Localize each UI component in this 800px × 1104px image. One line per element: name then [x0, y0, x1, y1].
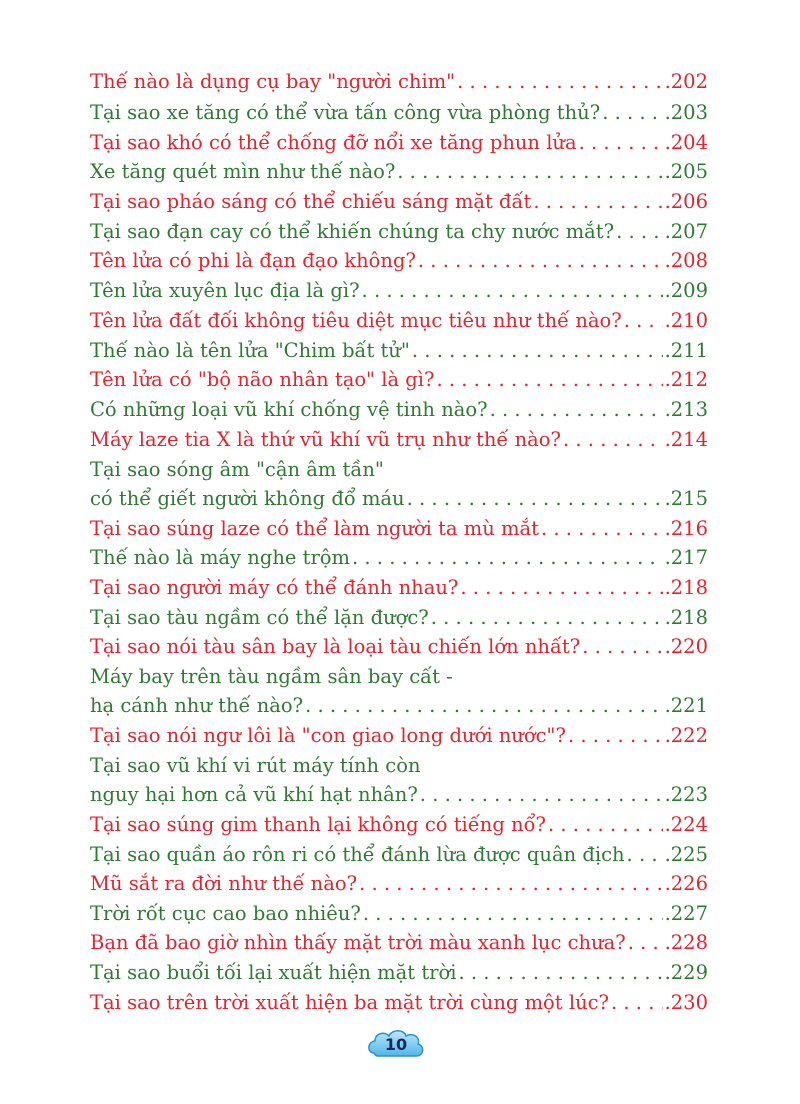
dot-leader	[352, 543, 663, 573]
toc-entry-page: .202	[664, 70, 708, 93]
toc-entry	[90, 632, 708, 662]
toc-entry-page: .212	[664, 368, 708, 391]
toc-entry	[90, 306, 708, 336]
toc-entry-page: .211	[664, 339, 708, 362]
toc-entry	[90, 840, 708, 870]
dot-leader	[568, 721, 663, 751]
toc-entry	[90, 246, 708, 276]
toc-entry-title: Tên lửa đất đối không tiêu diệt mục tiêu như thế nào?	[90, 309, 622, 332]
toc-entry	[90, 98, 708, 128]
page-number-badge	[366, 1027, 426, 1063]
toc-entry	[90, 217, 708, 247]
toc-entry	[90, 899, 708, 929]
toc-entry-title: Tại sao pháo sáng có thể chiếu sáng mặt đất	[90, 190, 532, 213]
toc-entry-page: .205	[664, 160, 708, 183]
toc-entry	[90, 514, 708, 544]
toc-entry	[90, 484, 708, 514]
toc-entry-title: Tại sao súng laze có thể làm người ta mù mắt	[90, 517, 539, 540]
dot-leader	[397, 157, 662, 187]
toc-entry	[90, 425, 708, 455]
toc-entry-title: Tại sao nói tàu sân bay là loại tàu chiến lớn nhất?	[90, 635, 581, 658]
dot-leader	[533, 187, 662, 217]
toc-entry-title: Tại sao súng gim thanh lại không có tiếng nổ?	[90, 813, 546, 836]
dot-leader	[305, 691, 662, 721]
toc-entry-title: Mũ sắt ra đời như thế nào?	[90, 872, 358, 895]
toc-entry	[90, 67, 708, 97]
page-number: 10	[384, 1035, 408, 1054]
toc-entry-page: .223	[664, 783, 708, 806]
toc-entry-title: Tại sao quần áo rôn ri có thể đánh lừa được quân địch	[90, 843, 625, 866]
toc-entry-page: .226	[664, 872, 708, 895]
toc-entry-page: .218	[664, 606, 708, 629]
toc-entry-title: Tên lửa có "bộ não nhân tạo" là gì?	[90, 368, 435, 391]
dot-leader	[407, 484, 663, 514]
toc-entry-page: .216	[664, 517, 708, 540]
toc-entry	[90, 780, 708, 810]
dot-leader	[541, 514, 663, 544]
toc-entry-page: .204	[664, 131, 708, 154]
toc-entry-title: Tại sao khó có thể chống đỡ nổi xe tăng phun lửa	[90, 131, 577, 154]
toc-entry-page: .215	[664, 487, 708, 510]
toc-entry-title: Tại sao nói ngư lôi là "con giao long dưới nước"?	[90, 724, 566, 747]
toc-entry-title: Máy bay trên tàu ngầm sân bay cất -	[90, 665, 453, 688]
toc-entry-page: .213	[664, 398, 708, 421]
toc-entry-title: Tại sao người máy có thể đánh nhau?	[90, 576, 459, 599]
toc-entry	[90, 603, 708, 633]
toc-entry-title: Tại sao vũ khí vi rút máy tính còn	[90, 754, 421, 777]
dot-leader	[628, 928, 663, 958]
toc-entry	[90, 365, 708, 395]
toc-entry-page: .225	[664, 843, 708, 866]
toc-entry-page: .218	[664, 576, 708, 599]
toc-entry-page: .230	[664, 991, 708, 1014]
toc-entry	[90, 128, 708, 158]
dot-leader	[436, 365, 662, 395]
toc-entry	[90, 662, 708, 692]
toc-entry	[90, 958, 708, 988]
toc-entry-title: Tại sao tàu ngầm có thể lặn được?	[90, 606, 429, 629]
toc-entry-title: Máy laze tia X là thứ vũ khí vũ trụ như thế nào?	[90, 428, 561, 451]
toc-entry-title: Có những loại vũ khí chống vệ tinh nào?	[90, 398, 488, 421]
dot-leader	[431, 603, 663, 633]
toc-entry-page: .207	[664, 220, 708, 243]
toc-entry-title: Tại sao đạn cay có thể khiến chúng ta chy nước mắt?	[90, 220, 615, 243]
toc-entry-title: nguy hại hơn cả vũ khí hạt nhân?	[90, 783, 418, 806]
toc-entry-title: Tại sao sóng âm "cận âm tần"	[90, 458, 384, 481]
dot-leader	[616, 217, 662, 247]
dot-leader	[624, 306, 663, 336]
toc-entry	[90, 157, 708, 187]
toc-entry-title: Xe tăng quét mìn như thế nào?	[90, 160, 396, 183]
toc-entry-page: .224	[664, 813, 708, 836]
toc-entry	[90, 928, 708, 958]
toc-entry-page: .206	[664, 190, 708, 213]
dot-leader	[460, 573, 662, 603]
toc-entry-page: .214	[664, 428, 708, 451]
toc-entry-title: Tại sao trên trời xuất hiện ba mặt trời cùng một lúc?	[90, 991, 610, 1014]
dot-leader	[458, 958, 662, 988]
toc-entry-page: .221	[664, 694, 708, 717]
toc-entry	[90, 573, 708, 603]
toc-entry-title: Tại sao xe tăng có thể vừa tấn công vừa phòng thủ?	[90, 101, 601, 124]
toc-entry	[90, 543, 708, 573]
toc-entry	[90, 336, 708, 366]
toc-entry-page: .222	[664, 724, 708, 747]
toc-entry-title: hạ cánh như thế nào?	[90, 694, 304, 717]
dot-leader	[627, 840, 663, 870]
toc-entry-page: .209	[664, 279, 708, 302]
dot-leader	[611, 988, 663, 1018]
toc-entry-title: có thể giết người không đổ máu	[90, 487, 405, 510]
toc-entry-title: Bạn đã bao giờ nhìn thấy mặt trời màu xanh lục chưa?	[90, 931, 626, 954]
toc-entry-title: Tại sao buổi tối lại xuất hiện mặt trời	[90, 961, 457, 984]
dot-leader	[420, 780, 663, 810]
toc-entry-page: .208	[664, 249, 708, 272]
toc-entry	[90, 276, 708, 306]
dot-leader	[563, 425, 663, 455]
toc-entry	[90, 691, 708, 721]
dot-leader	[490, 395, 663, 425]
dot-leader	[362, 276, 663, 306]
toc-entry-title: Thế nào là dụng cụ bay "người chim"	[90, 70, 456, 93]
toc-entry	[90, 810, 708, 840]
toc-entry	[90, 988, 708, 1018]
dot-leader	[582, 632, 662, 662]
toc-entry	[90, 455, 708, 485]
toc-entry-page: .227	[664, 902, 708, 925]
toc-entry-page: .220	[664, 635, 708, 658]
toc-entry-page: .217	[664, 546, 708, 569]
toc-entry-page: .229	[664, 961, 708, 984]
dot-leader	[359, 869, 663, 899]
dot-leader	[412, 336, 663, 366]
toc-entry-title: Thế nào là máy nghe trộm	[90, 546, 351, 569]
dot-leader	[457, 67, 662, 97]
dot-leader	[579, 128, 663, 158]
dot-leader	[363, 899, 663, 929]
toc-entry	[90, 751, 708, 781]
toc-entry-page: .203	[664, 101, 708, 124]
toc-entry-title: Tên lửa xuyên lục địa là gì?	[90, 279, 360, 302]
toc-entry-page: .210	[664, 309, 708, 332]
toc-entry	[90, 187, 708, 217]
toc-entry	[90, 395, 708, 425]
toc-entry	[90, 721, 708, 751]
toc-entry-title: Thế nào là tên lửa "Chim bất tử"	[90, 339, 410, 362]
dot-leader	[418, 246, 663, 276]
toc-entry-title: Trời rốt cục cao bao nhiêu?	[90, 902, 361, 925]
toc-entry-page: .228	[664, 931, 708, 954]
dot-leader	[548, 810, 663, 840]
toc-entry	[90, 869, 708, 899]
toc-entry-title: Tên lửa có phi là đạn đạo không?	[90, 249, 416, 272]
dot-leader	[602, 98, 662, 128]
